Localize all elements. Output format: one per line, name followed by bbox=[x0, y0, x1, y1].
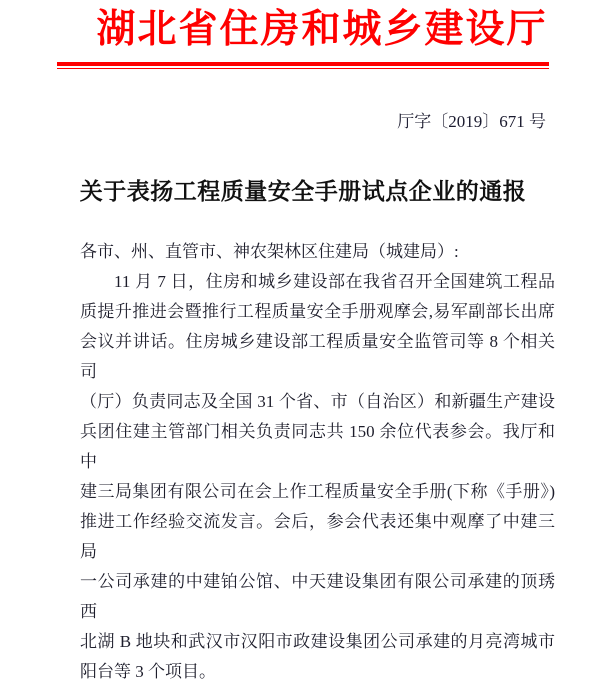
body-line: 一公司承建的中建铂公馆、中天建设集团有限公司承建的顶琇西 bbox=[80, 572, 555, 621]
document-body bbox=[80, 237, 555, 687]
body-line: 建三局集团有限公司在会上作工程质量安全手册(下称《手册》) bbox=[80, 482, 555, 501]
document-title: 关于表扬工程质量安全手册试点企业的通报 bbox=[79, 179, 527, 204]
body-line: 11 月 7 日，住房和城乡建设部在我省召开全国建筑工程品 bbox=[114, 272, 555, 291]
body-line: 会议并讲话。住房城乡建设部工程质量安全监管司等 8 个相关司 bbox=[80, 332, 555, 381]
body-line: 质提升推进会暨推行工程质量安全手册观摩会,易军副部长出席 bbox=[80, 302, 555, 321]
letterhead-rule-thick bbox=[57, 62, 549, 66]
letterhead-title: 湖北省住房和城乡建设厅 bbox=[96, 8, 548, 51]
body-line: （厅）负责同志及全国 31 个省、市（自治区）和新疆生产建设 bbox=[80, 392, 555, 411]
letterhead-divider bbox=[57, 62, 549, 69]
letterhead-rule-thin bbox=[57, 68, 549, 69]
body-line: 兵团住建主管部门相关负责同志共 150 余位代表参会。我厅和中 bbox=[80, 422, 555, 471]
body-line: 推进工作经验交流发言。会后，参会代表还集中观摩了中建三局 bbox=[80, 512, 555, 561]
body-line: 北湖 B 地块和武汉市汉阳市政建设集团公司承建的月亮湾城市 bbox=[80, 632, 555, 651]
doc-number: 厅字〔2019〕671 号 bbox=[397, 112, 546, 131]
salutation-line: 各市、州、直管市、神农架林区住建局（城建局）: bbox=[80, 242, 459, 261]
body-line: 阳台等 3 个项目。 bbox=[80, 662, 216, 681]
